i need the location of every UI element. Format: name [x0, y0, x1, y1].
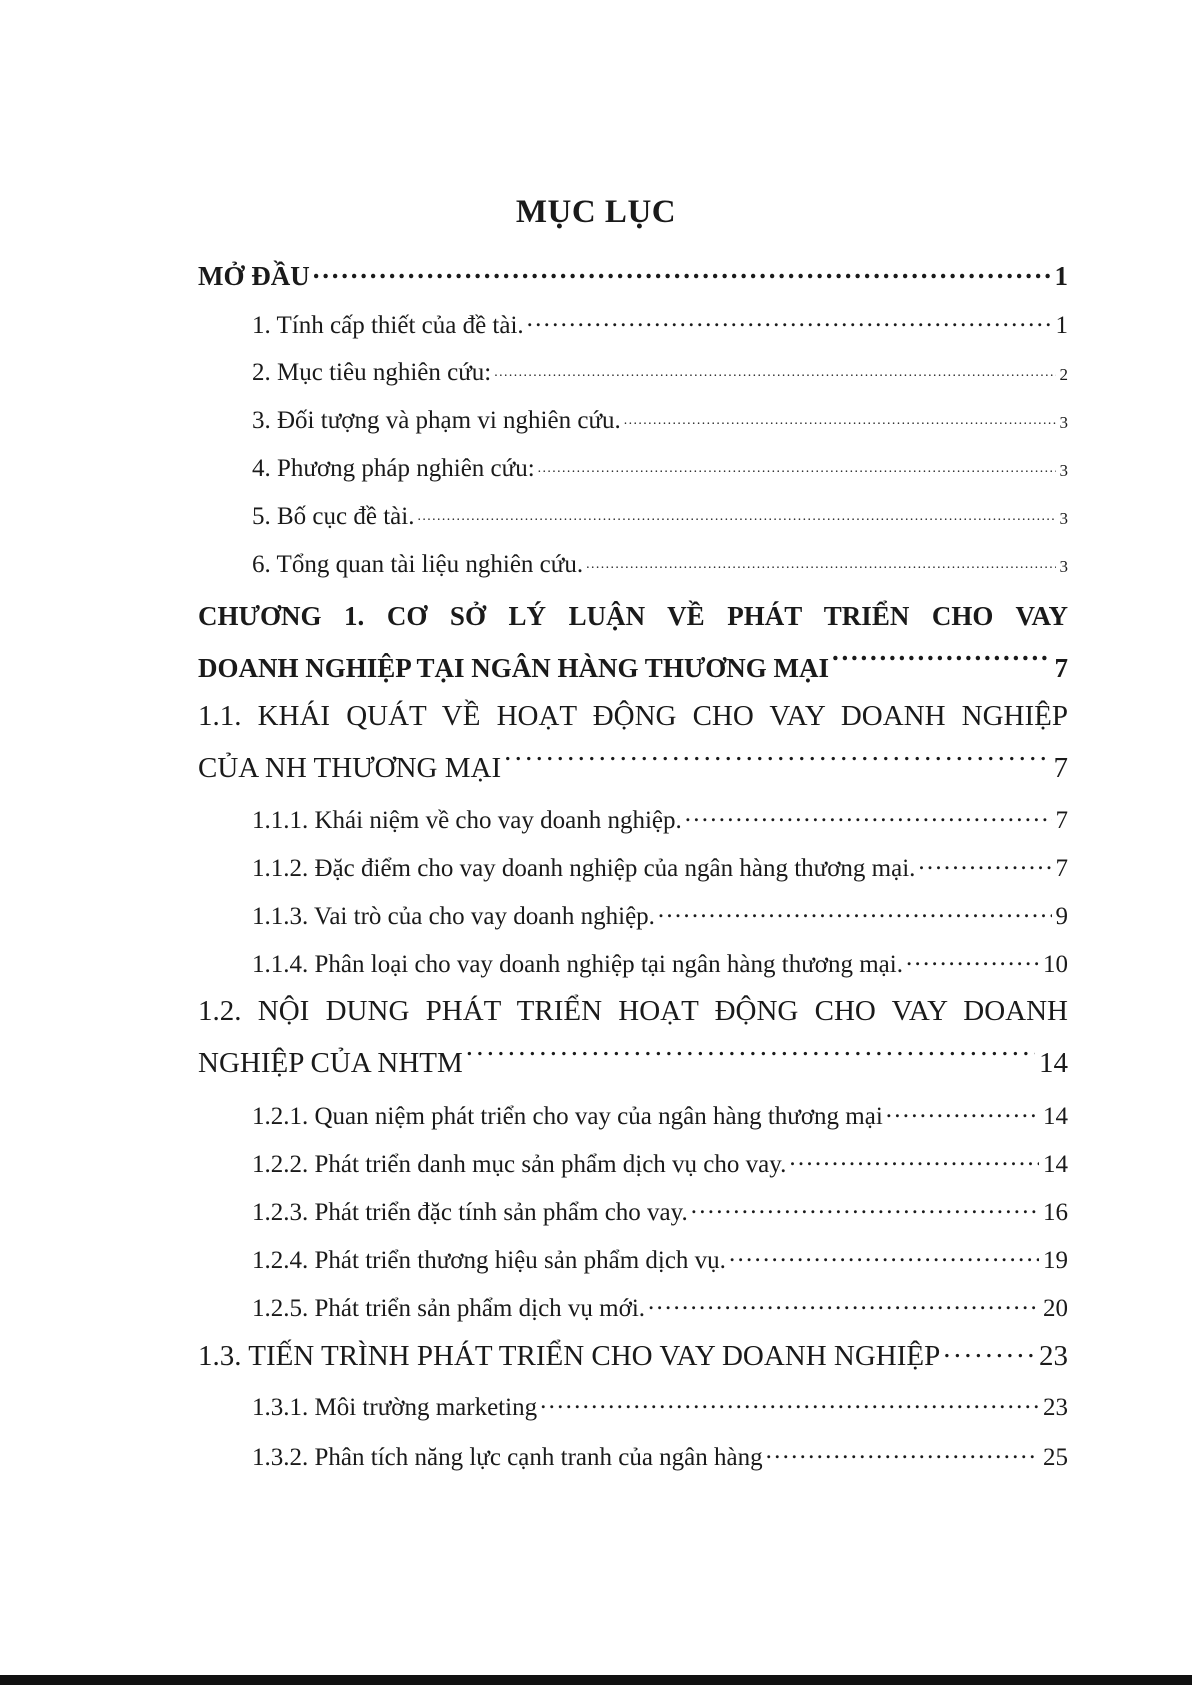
toc-entry-page: 25: [1043, 1444, 1068, 1471]
toc-entry-page: 10: [1043, 951, 1068, 978]
toc-entry[interactable]: [252, 308, 1068, 340]
toc-entry[interactable]: [252, 451, 1068, 483]
toc-entry-label: 2. Mục tiêu nghiên cứu:: [252, 359, 492, 386]
dot-leader: [466, 1043, 1035, 1072]
toc-entry-page: 7: [1055, 807, 1068, 834]
section-title-line-2: CỦA NH THƯƠNG MẠI: [198, 752, 502, 784]
dot-leader: [538, 451, 1056, 476]
toc-entry-section-1-3[interactable]: [198, 1336, 1068, 1373]
dot-leader: [648, 1291, 1039, 1316]
toc-entry-label: 1. Tính cấp thiết của đề tài.: [252, 312, 524, 339]
section-title-line-1: 1.1. KHÁI QUÁT VỀ HOẠT ĐỘNG CHO VAY DOANH NGHIỆP: [198, 700, 1068, 732]
toc-entry[interactable]: [252, 403, 1068, 435]
dot-leader: [906, 947, 1039, 972]
toc-entry-page: 3: [1059, 509, 1068, 528]
toc-entry-label: 6. Tổng quan tài liệu nghiên cứu.: [252, 551, 584, 578]
toc-entry[interactable]: [252, 851, 1068, 883]
toc-entry-intro[interactable]: [198, 258, 1068, 292]
dot-leader: [504, 748, 1049, 777]
dot-leader: [943, 1336, 1035, 1365]
toc-entry[interactable]: [252, 803, 1068, 835]
toc-entry-label: 1.2.2. Phát triển danh mục sản phẩm dịch vụ cho vay.: [252, 1151, 787, 1178]
toc-entry-page: 23: [1039, 1340, 1068, 1372]
dot-leader: [527, 308, 1052, 333]
toc-title: MỤC LỤC: [515, 194, 677, 230]
toc-entry[interactable]: [252, 899, 1068, 931]
toc-entry[interactable]: [252, 499, 1068, 531]
toc-entry-label: 1.2.4. Phát triển thương hiệu sản phẩm dịch vụ.: [252, 1247, 726, 1274]
toc-entry-label: 1.3.1. Môi trường marketing: [252, 1394, 538, 1421]
dot-leader: [685, 803, 1052, 828]
dot-leader: [494, 355, 1055, 380]
toc-entry-section-1-2[interactable]: [198, 985, 1068, 1089]
toc-entry-chapter-1[interactable]: [198, 590, 1068, 694]
toc-entry-page: 9: [1055, 903, 1068, 930]
section-title-line-2: NGHIỆP CỦA NHTM: [198, 1047, 463, 1079]
toc-entry-page: 1: [1054, 261, 1068, 291]
section-title-line-1: 1.2. NỘI DUNG PHÁT TRIỂN HOẠT ĐỘNG CHO VAY DOANH: [198, 995, 1068, 1027]
toc-entry[interactable]: [252, 547, 1068, 579]
dot-leader: [658, 899, 1052, 924]
toc-entry-page: 14: [1043, 1103, 1068, 1130]
toc-entry-page: 2: [1059, 365, 1068, 384]
toc-entry-label: 1.1.4. Phân loại cho vay doanh nghiệp tại ngân hàng thương mại.: [252, 951, 903, 978]
dot-leader: [886, 1099, 1039, 1124]
dot-leader: [313, 258, 1051, 285]
toc-entry-page: 23: [1043, 1394, 1068, 1421]
toc-entry[interactable]: [252, 355, 1068, 387]
toc-entry-label: MỞ ĐẦU: [198, 261, 310, 291]
dot-leader: [729, 1243, 1039, 1268]
toc-entry[interactable]: [252, 1147, 1068, 1179]
toc-entry-page: 1: [1055, 312, 1068, 339]
toc-entry-page: 7: [1053, 752, 1068, 784]
toc-entry-label: 4. Phương pháp nghiên cứu:: [252, 455, 535, 482]
toc-entry-label: 1.3.2. Phân tích năng lực cạnh tranh của ngân hàng: [252, 1444, 763, 1471]
dot-leader: [540, 1390, 1039, 1415]
toc-entry[interactable]: [252, 1099, 1068, 1131]
toc-entry-section-1-1[interactable]: [198, 690, 1068, 794]
dot-leader: [918, 851, 1051, 876]
toc-entry-page: 7: [1055, 855, 1068, 882]
toc-entry-page: 16: [1043, 1199, 1068, 1226]
toc-entry-label: 1.2.5. Phát triển sản phẩm dịch vụ mới.: [252, 1295, 646, 1322]
toc-entry-label: 1.2.1. Quan niệm phát triển cho vay của ngân hàng thương mại: [252, 1103, 883, 1130]
toc-entry-label: 1.3. TIẾN TRÌNH PHÁT TRIỂN CHO VAY DOANH NGHIỆP: [198, 1340, 941, 1372]
toc-entry-page: 20: [1043, 1295, 1068, 1322]
toc-entry-page: 7: [1054, 653, 1068, 683]
toc-entry-page: 3: [1059, 557, 1068, 576]
toc-entry-page: 14: [1039, 1047, 1068, 1079]
dot-leader: [624, 403, 1056, 428]
toc-entry-page: 3: [1059, 461, 1068, 480]
toc-entry[interactable]: [252, 1291, 1068, 1323]
toc-entry-page: 19: [1043, 1247, 1068, 1274]
dot-leader: [832, 650, 1050, 677]
page-bottom-edge: [0, 1675, 1192, 1685]
dot-leader: [417, 499, 1055, 524]
toc-entry[interactable]: [252, 1195, 1068, 1227]
toc-entry[interactable]: [252, 1440, 1068, 1472]
toc-entry-page: 14: [1043, 1151, 1068, 1178]
toc-entry-label: 1.2.3. Phát triển đặc tính sản phẩm cho vay.: [252, 1199, 688, 1226]
dot-leader: [766, 1440, 1039, 1465]
dot-leader: [586, 547, 1055, 572]
toc-entry-label: 1.1.1. Khái niệm về cho vay doanh nghiệp.: [252, 807, 682, 834]
dot-leader: [691, 1195, 1039, 1220]
toc-entry[interactable]: [252, 1243, 1068, 1275]
toc-entry-label: 1.1.3. Vai trò của cho vay doanh nghiệp.: [252, 903, 655, 930]
chapter-title-line-2: DOANH NGHIỆP TẠI NGÂN HÀNG THƯƠNG MẠI: [198, 653, 830, 683]
toc-entry[interactable]: [252, 1390, 1068, 1422]
dot-leader: [789, 1147, 1039, 1172]
chapter-title-line-1: CHƯƠNG 1. CƠ SỞ LÝ LUẬN VỀ PHÁT TRIỂN CHO VAY: [198, 601, 1068, 631]
toc-entry-page: 3: [1059, 413, 1068, 432]
toc-entry-label: 5. Bố cục đề tài.: [252, 503, 415, 530]
toc-entry-label: 1.1.2. Đặc điểm cho vay doanh nghiệp của ngân hàng thương mại.: [252, 855, 916, 882]
toc-entry-label: 3. Đối tượng và phạm vi nghiên cứu.: [252, 407, 621, 434]
toc-entry[interactable]: [252, 947, 1068, 979]
